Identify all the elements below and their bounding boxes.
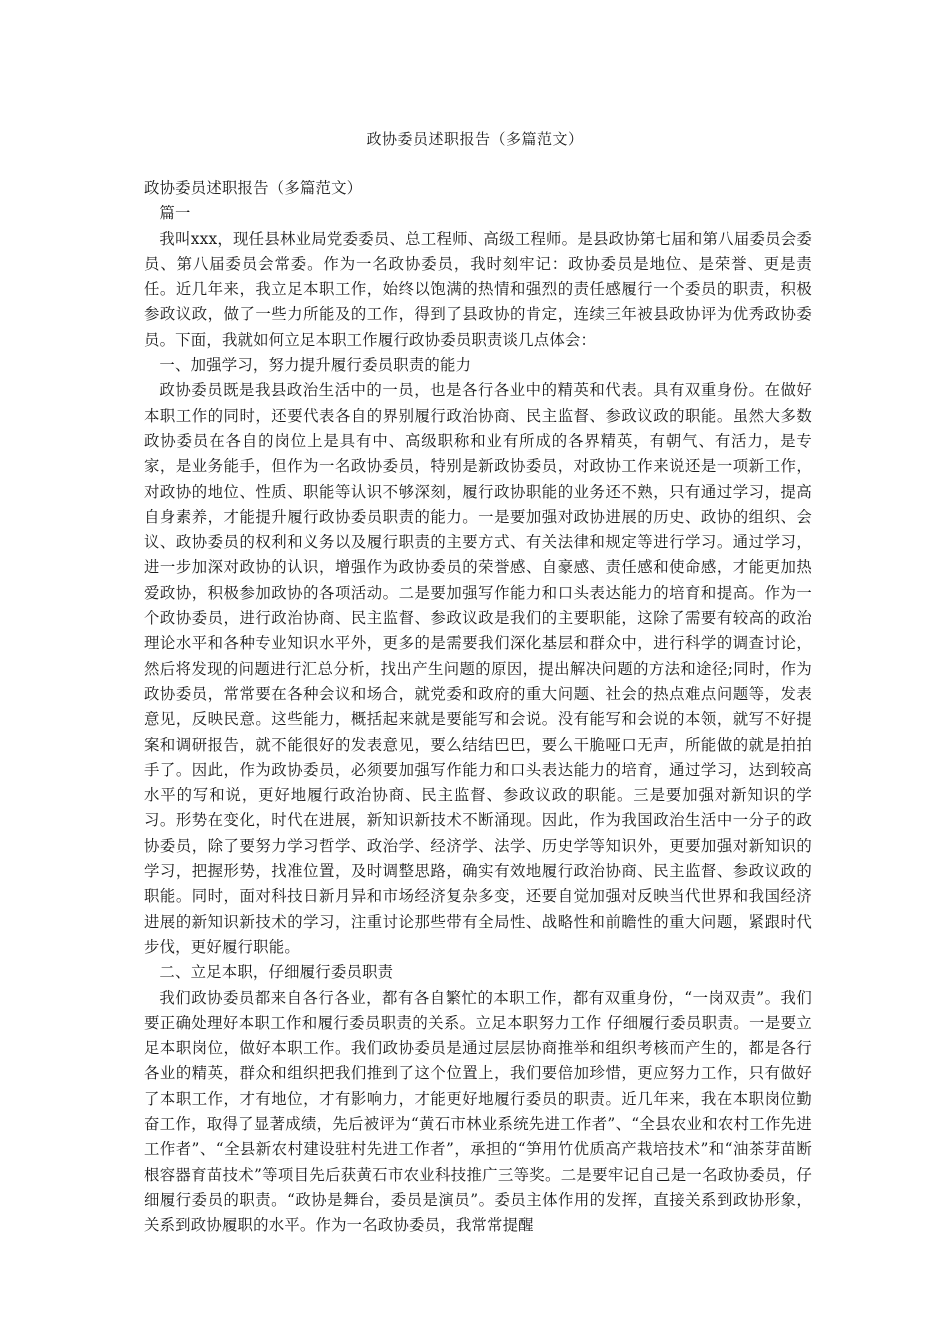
section-label: 篇一 (159, 204, 191, 223)
body-paragraph-1: 政协委员既是我县政治生活中的一员，也是各行各业中的精英和代表。具有双重身份。在做好本职工作的同时，还要代表各自的界别履行政治协商、民主监督、参政议政的职能。虽然大多数政协委员在各自的岗位上是具有中、高级职称和业有所成的各界精英，有朝气、有活力，是专家，是业务能手，但作为一名政协委员，特别是新政协委员，对政协工作来说还是一项新工作，对政协的地位、性质、职能等认识不够深刻，履行政协职能的业务还不熟，只有通过学习，提高自身素养，才能提升履行政协委员职责的能力。一是要加强对政协进展的历史、政协的组织、会议、政协委员的权利和义务以及履行职责的主要方式、有关法律和规定等进行学习。通过学习，进一步加深对政协的认识，增强作为政协委员的荣誉感、自豪感、责任感和使命感，才能更加热爱政协，积极参加政协的各项活动。二是要加强写作能力和口头表达能力的培育和提高。作为一个政协委员，进行政治协商、民主监督、参政议政是我们的主要职能，这除了需要有较高的政治理论水平和各种专业知识水平外，更多的是需要我们深化基层和群众中，进行科学的调查讨论，然后将发现的问题进行汇总分析，找出产生问题的原因，提出解决问题的方法和途径;同时，作为政协委员，常常要在各种会议和场合，就党委和政府的重大问题、社会的热点难点问题等，发表意见，反映民意。这些能力，概括起来就是要能写和会说。没有能写和会说的本领，就写不好提案和调研报告，就不能很好的发表意见，要么结结巴巴，要么干脆哑口无声，所能做的就是拍拍手了。因此，作为政协委员，必须要加强写作能力和口头表达能力的培育，通过学习，达到较高水平的写和说，更好地履行政治协商、民主监督、参政议政的职能。三是要加强对新知识的学习。形势在变化，时代在进展，新知识新技术不断涌现。因此，作为我国政治生活中一分子的政协委员，除了要努力学习哲学、政治学、经济学、法学、历史学等知识外，更要加强对新知识的学习，把握形势，找准位置，及时调整思路，确实有效地履行政治协商、民主监督、参政议政的职能。同时，面对科技日新月异和市场经济复杂多变，还要自觉加强对反映当代世界和我国经济进展的新知识新技术的学习，注重讨论那些带有全局性、战略性和前瞻性的重大问题，紧跟时代步伐，更好履行职能。 (144, 381, 812, 956)
document-title: 政协委员述职报告（多篇范文） (366, 130, 584, 148)
section-heading-2: 二、立足本职，仔细履行委员职责 (159, 963, 394, 982)
intro-paragraph: 我叫xxx，现任县林业局党委委员、总工程师、高级工程师。是县政协第七届和第八届委员会委员、第八届委员会常委。作为一名政协委员，我时刻牢记：政协委员是地位、是荣誉、更是责任。近几年来，我立足本职工作，始终以饱满的热情和强烈的责任感履行一个委员的职责，积极参政议政，做了一些力所能及的工作，得到了县政协的肯定，连续三年被县政协评为优秀政协委员。下面，我就如何立足本职工作履行政协委员职责谈几点体会： (144, 229, 812, 349)
document-body (144, 176, 812, 1238)
body-paragraph-2: 我们政协委员都来自各行各业，都有各自繁忙的本职工作，都有双重身份，“一岗双责”。我们要正确处理好本职工作和履行委员职责的关系。立足本职努力工作 仔细履行委员职责。一是要立足本职岗位，做好本职工作。我们政协委员是通过层层协商推举和组织考核而产生的，都是各行各业的精英，群众和组织把我们推到了这个位置上，我们要倍加珍惜，更应努力工作，只有做好了本职工作，才有地位，才有影响力，才能更好地履行委员的职责。近几年来，我在本职岗位勤奋工作，取得了显著成绩，先后被评为“黄石市林业系统先进工作者”、“全县农业和农村工作先进工作者”、“全县新农村建设驻村先进工作者”，承担的“笋用竹优质高产栽培技术”和“油茶芽苗断根容器育苗技术”等项目先后获黄石市农业科技推广三等奖。二是要牢记自己是一名政协委员，仔细履行委员的职责。“政协是舞台，委员是演员”。委员主体作用的发挥，直接关系到政协形象，关系到政协履职的水平。作为一名政协委员，我常常提醒 (144, 988, 812, 1235)
document-subtitle: 政协委员述职报告（多篇范文） (144, 179, 363, 197)
section-heading-1: 一、加强学习，努力提升履行委员职责的能力 (159, 356, 472, 375)
